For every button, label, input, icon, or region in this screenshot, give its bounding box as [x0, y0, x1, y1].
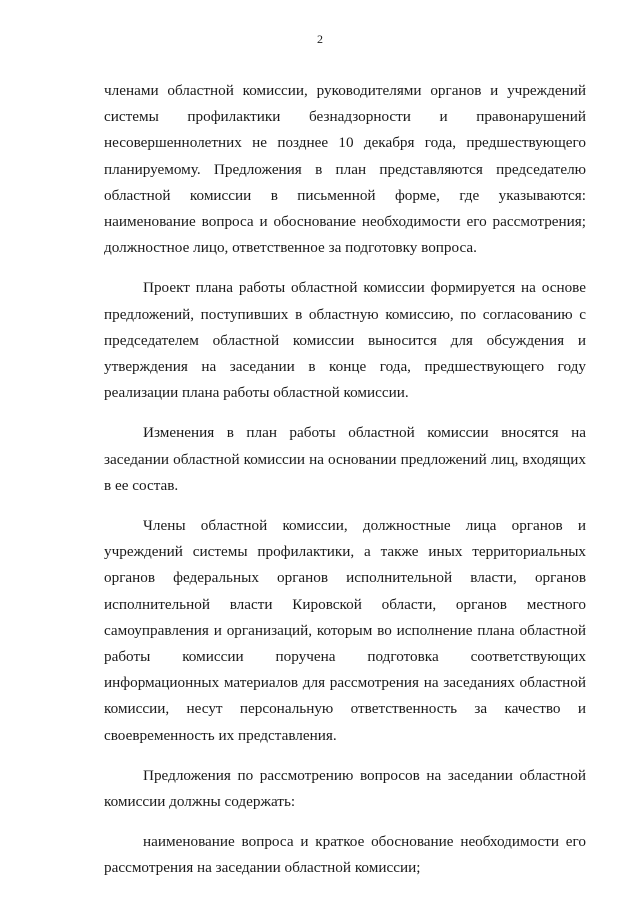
paragraph-4: Члены областной комиссии, должностные лица органов и учреждений системы профилактики, а также иных территориальных органов федеральных органов исполнительной власти, органов исполнительной власти Кировской области, органов местного самоуправления и организаций, которым во исполнение плана областной работы комиссии поручена подготовка соответствующих информационных материалов для рассмотрения на заседаниях областной комиссии, несут персональную ответственность за качество и своевременность их представления. [104, 517, 586, 744]
paragraph-1: членами областной комиссии, руководителями органов и учреждений системы профилактики безнадзорности и правонарушений несовершеннолетних не позднее 10 декабря года, предшествующего планируемому. Предложения в план представляются председателю областной комиссии в письменной форме, где указываются: наименование вопроса и обоснование необходимости его рассмотрения; должностное лицо, ответственное за подготовку вопроса. [104, 82, 586, 257]
paragraph-2: Проект плана работы областной комиссии формируется на основе предложений, поступивших в областную комиссию, по согласованию с председателем областной комиссии выносится для обсуждения и утверждения на заседании в конце года, предшествующего году реализации плана работы областной комиссии. [104, 279, 586, 402]
paragraph-6: наименование вопроса и краткое обоснование необходимости его рассмотрения на заседании областной комиссии; [104, 833, 586, 877]
document-body [104, 78, 586, 896]
paragraph-3: Изменения в план работы областной комиссии вносятся на заседании областной комиссии на основании предложений лиц, входящих в ее состав. [104, 424, 586, 494]
paragraph-5: Предложения по рассмотрению вопросов на заседании областной комиссии должны содержать: [104, 766, 586, 811]
page-number: 2 [317, 32, 323, 46]
